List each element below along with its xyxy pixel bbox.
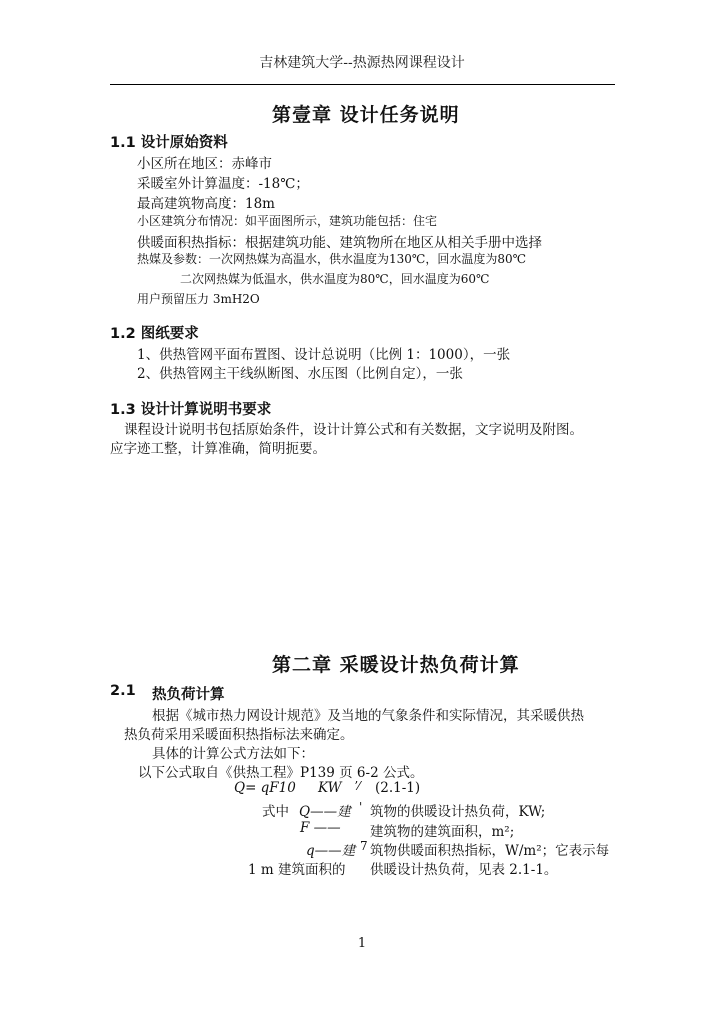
def-last-b: 供暖设计热负荷，见表 2.1-1。 (370, 862, 558, 878)
s11-line: 用户预留压力 3mH2O (137, 292, 260, 306)
page-header: 吉林建筑大学--热源热网课程设计 (259, 55, 465, 71)
def-prefix: 式中 (262, 804, 289, 820)
def-Q-text: 筑物的供暖设计热负荷，KW; (370, 804, 546, 820)
s11-line: 最高建筑物高度：18m (137, 196, 275, 212)
s11-line: 二次网热媒为低温水，供水温度为80℃，回水温度为60℃ (180, 272, 490, 286)
section-2-1-number: 2.1 (110, 683, 136, 699)
def-Q-symbol: Q——建 (299, 804, 351, 820)
s11-line: 小区所在地区：赤峰市 (137, 156, 272, 172)
def-q-symbol: q——建 (306, 843, 356, 859)
def-last-a: 1 m 建筑面积的 (248, 862, 346, 878)
s11-line: 供暖面积热指标：根据建筑功能、建筑物所在地区从相关手册中选择 (137, 235, 542, 251)
def-F-text: 建筑物的建筑面积，m²; (370, 824, 515, 840)
s21-line: 根据《城市热力网设计规范》及当地的气象条件和实际情况，其采暖供热 (152, 708, 584, 724)
s11-line: 小区建筑分布情况：如平面图所示，建筑功能包括：住宅 (137, 214, 438, 228)
formula-mark: ʼ⁄ (354, 779, 360, 793)
def-F-symbol: F —— (300, 820, 341, 836)
page-number: 1 (357, 936, 367, 951)
section-1-1-heading: 1.1 设计原始资料 (110, 135, 228, 151)
s11-line: 采暖室外计算温度：-18℃； (137, 176, 309, 192)
def-q-text: 筑物供暖面积热指标，W/m²；它表示每 (370, 843, 610, 859)
s21-line: 热负荷采用采暖面积热指标法来确定。 (124, 727, 354, 743)
s12-line: 2、供热管网主干线纵断图、水压图（比例自定），一张 (137, 366, 463, 382)
s12-line: 1、供热管网平面布置图、设计总说明（比例 1：1000），一张 (137, 347, 511, 363)
formula-number: (2.1-1) (375, 780, 421, 796)
section-2-1-heading: 热负荷计算 (152, 687, 225, 703)
s21-line: 具体的计算公式方法如下： (152, 746, 314, 762)
section-1-2-heading: 1.2 图纸要求 (110, 326, 199, 342)
header-rule (110, 84, 615, 85)
s13-line: 课程设计说明书包括原始条件，设计计算公式和有关数据，文字说明及附图。 (124, 422, 583, 438)
def-Q-mark: ' (359, 800, 363, 814)
formula-lhs: Q= qF10 (234, 780, 296, 796)
chapter-2-title: 第二章 采暖设计热负荷计算 (272, 654, 520, 676)
s21-line: 以下公式取自《供热工程》P139 页 6-2 公式。 (138, 765, 424, 781)
def-q-mark: 7 (360, 839, 368, 853)
chapter-1-title: 第壹章 设计任务说明 (272, 104, 460, 126)
s13-line: 应字迹工整，计算准确，简明扼要。 (110, 441, 326, 457)
section-1-3-heading: 1.3 设计计算说明书要求 (110, 402, 272, 418)
formula-unit: KW (318, 780, 342, 796)
s11-line: 热媒及参数：一次网热媒为高温水，供水温度为130℃，回水温度为80℃ (137, 252, 527, 266)
